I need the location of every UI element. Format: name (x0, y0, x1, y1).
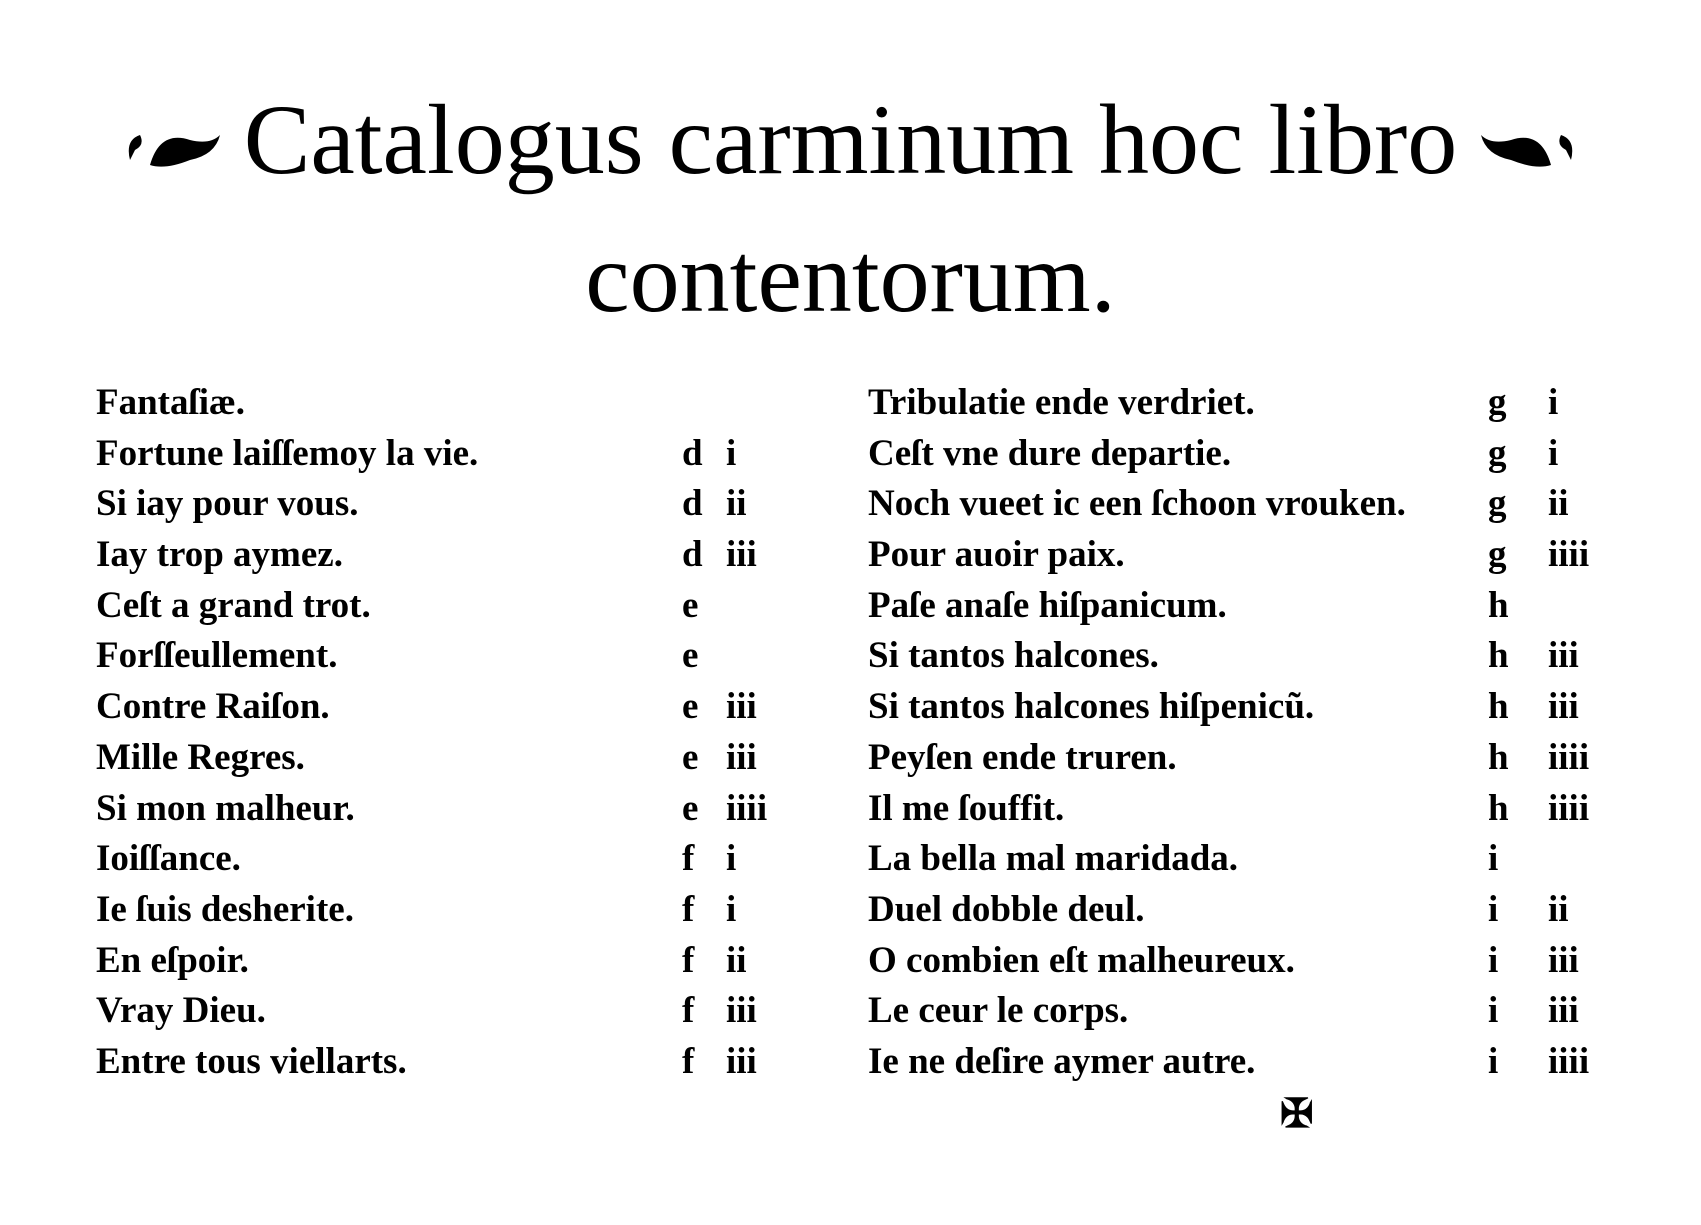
list-item (96, 733, 856, 784)
list-item (868, 986, 1668, 1037)
entry-leaf: iii (726, 1040, 757, 1082)
entry-title: Ceſt a grand trot. (96, 584, 371, 626)
entry-title: Ie ne deſire aymer autre. (868, 1040, 1256, 1082)
list-item (868, 682, 1668, 733)
entry-leaf: iii (1548, 939, 1579, 981)
entry-signature: f (682, 1040, 695, 1082)
entry-signature: i (1488, 990, 1499, 1032)
list-item (96, 784, 856, 835)
entry-leaf: i (1548, 382, 1559, 423)
entry-signature: i (1488, 939, 1499, 981)
list-item (96, 936, 856, 987)
entry-leaf: i (726, 432, 737, 474)
entry-signature: g (1488, 382, 1507, 423)
list-item (96, 429, 856, 480)
entry-leaf: iii (726, 686, 757, 728)
entry-leaf: iiii (1548, 534, 1590, 576)
end-mark: ✠ (1280, 1091, 1314, 1136)
list-item (96, 1037, 856, 1088)
list-item (96, 581, 856, 632)
entry-signature: i (1488, 838, 1499, 880)
entry-leaf: iii (1548, 686, 1579, 728)
entry-signature: g (1488, 534, 1507, 576)
fleuron-left-icon (120, 120, 230, 180)
left-column (96, 378, 856, 1088)
entry-title: Duel dobble deul. (868, 888, 1145, 930)
list-item (96, 885, 856, 936)
entry-leaf: iii (1548, 635, 1579, 677)
entry-leaf: iii (726, 736, 757, 778)
list-item (96, 682, 856, 733)
list-item (868, 479, 1668, 530)
entry-title: Pour auoir paix. (868, 534, 1125, 576)
entry-title: Entre tous viellarts. (96, 1040, 407, 1082)
entry-title: Il me ſouffit. (868, 787, 1065, 829)
entry-signature: h (1488, 736, 1509, 778)
entry-leaf: iii (1548, 990, 1579, 1032)
list-item (868, 733, 1668, 784)
entry-leaf: i (726, 838, 737, 880)
entry-signature: f (682, 939, 695, 981)
entry-signature: e (682, 635, 699, 677)
entry-title: La bella mal maridada. (868, 838, 1239, 880)
entry-signature: d (682, 483, 703, 525)
title-text-1: Catalogus carminum hoc libro (243, 84, 1458, 195)
entry-signature: e (682, 686, 699, 728)
entry-title: O combien eſt malheureux. (868, 939, 1295, 981)
entry-signature: d (682, 432, 703, 474)
entry-title: Contre Raiſon. (96, 686, 330, 728)
list-item (96, 479, 856, 530)
list-item (868, 1037, 1668, 1088)
entry-leaf: ii (726, 939, 747, 981)
list-item (96, 530, 856, 581)
entry-signature: i (1488, 888, 1499, 930)
entry-signature: i (1488, 1040, 1499, 1082)
entry-title: Forſſeullement. (96, 635, 338, 677)
entry-title: Ie ſuis desherite. (96, 888, 354, 930)
entry-signature: e (682, 736, 699, 778)
entry-title: Peyſen ende truren. (868, 736, 1177, 778)
entry-title: Paſe anaſe hiſpanicum. (868, 584, 1227, 626)
entry-signature: f (682, 838, 695, 880)
page-title-line-2: contentorum. (585, 222, 1116, 333)
list-item (96, 378, 856, 429)
list-item (96, 834, 856, 885)
entry-signature: d (682, 534, 703, 576)
entry-leaf: i (1548, 432, 1559, 474)
entry-title: Si tantos halcones hiſpenicũ. (868, 686, 1315, 728)
entry-leaf: ii (726, 483, 747, 525)
entry-leaf: iii (726, 534, 757, 576)
entry-title: Si mon malheur. (96, 787, 355, 829)
entry-leaf: i (726, 888, 737, 930)
entry-title: Si iay pour vous. (96, 483, 359, 525)
list-item (96, 631, 856, 682)
entry-title: Iay trop aymez. (96, 534, 343, 576)
entry-leaf: iiii (1548, 787, 1590, 829)
entry-leaf: iiii (1548, 1040, 1590, 1082)
entry-title: Mille Regres. (96, 736, 305, 778)
entry-signature: g (1488, 432, 1507, 474)
list-item (868, 885, 1668, 936)
entry-signature: e (682, 787, 699, 829)
entry-leaf: iiii (726, 787, 768, 829)
list-item (868, 784, 1668, 835)
entry-title: Tribulatie ende verdriet. (868, 382, 1255, 423)
entry-title: Le ceur le corps. (868, 990, 1129, 1032)
list-item (868, 429, 1668, 480)
list-item (868, 936, 1668, 987)
entry-title: Vray Dieu. (96, 990, 266, 1032)
list-item (868, 581, 1668, 632)
list-item (868, 631, 1668, 682)
entry-signature: e (682, 584, 699, 626)
entry-title: Ioiſſance. (96, 838, 241, 880)
entry-signature: f (682, 888, 695, 930)
entry-leaf: ii (1548, 483, 1569, 525)
entry-signature: f (682, 990, 695, 1032)
entry-leaf: iii (726, 990, 757, 1032)
entry-signature: g (1488, 483, 1507, 525)
list-item (868, 530, 1668, 581)
entry-leaf: iiii (1548, 736, 1590, 778)
entry-title: Noch vueet ic een ſchoon vrouken. (868, 483, 1406, 525)
entry-signature: h (1488, 635, 1509, 677)
entry-signature: h (1488, 787, 1509, 829)
entry-title: Si tantos halcones. (868, 635, 1159, 677)
entry-title: Ceſt vne dure departie. (868, 432, 1232, 474)
entry-leaf: ii (1548, 888, 1569, 930)
list-item (96, 986, 856, 1037)
right-column (868, 378, 1668, 1088)
entry-title: Fortune laiſſemoy la vie. (96, 432, 479, 474)
fleuron-right-icon (1471, 120, 1581, 180)
entry-title: Fantaſiæ. (96, 382, 246, 423)
page-title-line-1 (0, 80, 1701, 200)
list-item (868, 378, 1668, 429)
list-item (868, 834, 1668, 885)
entry-signature: h (1488, 584, 1509, 626)
entry-signature: h (1488, 686, 1509, 728)
entry-title: En eſpoir. (96, 939, 249, 981)
